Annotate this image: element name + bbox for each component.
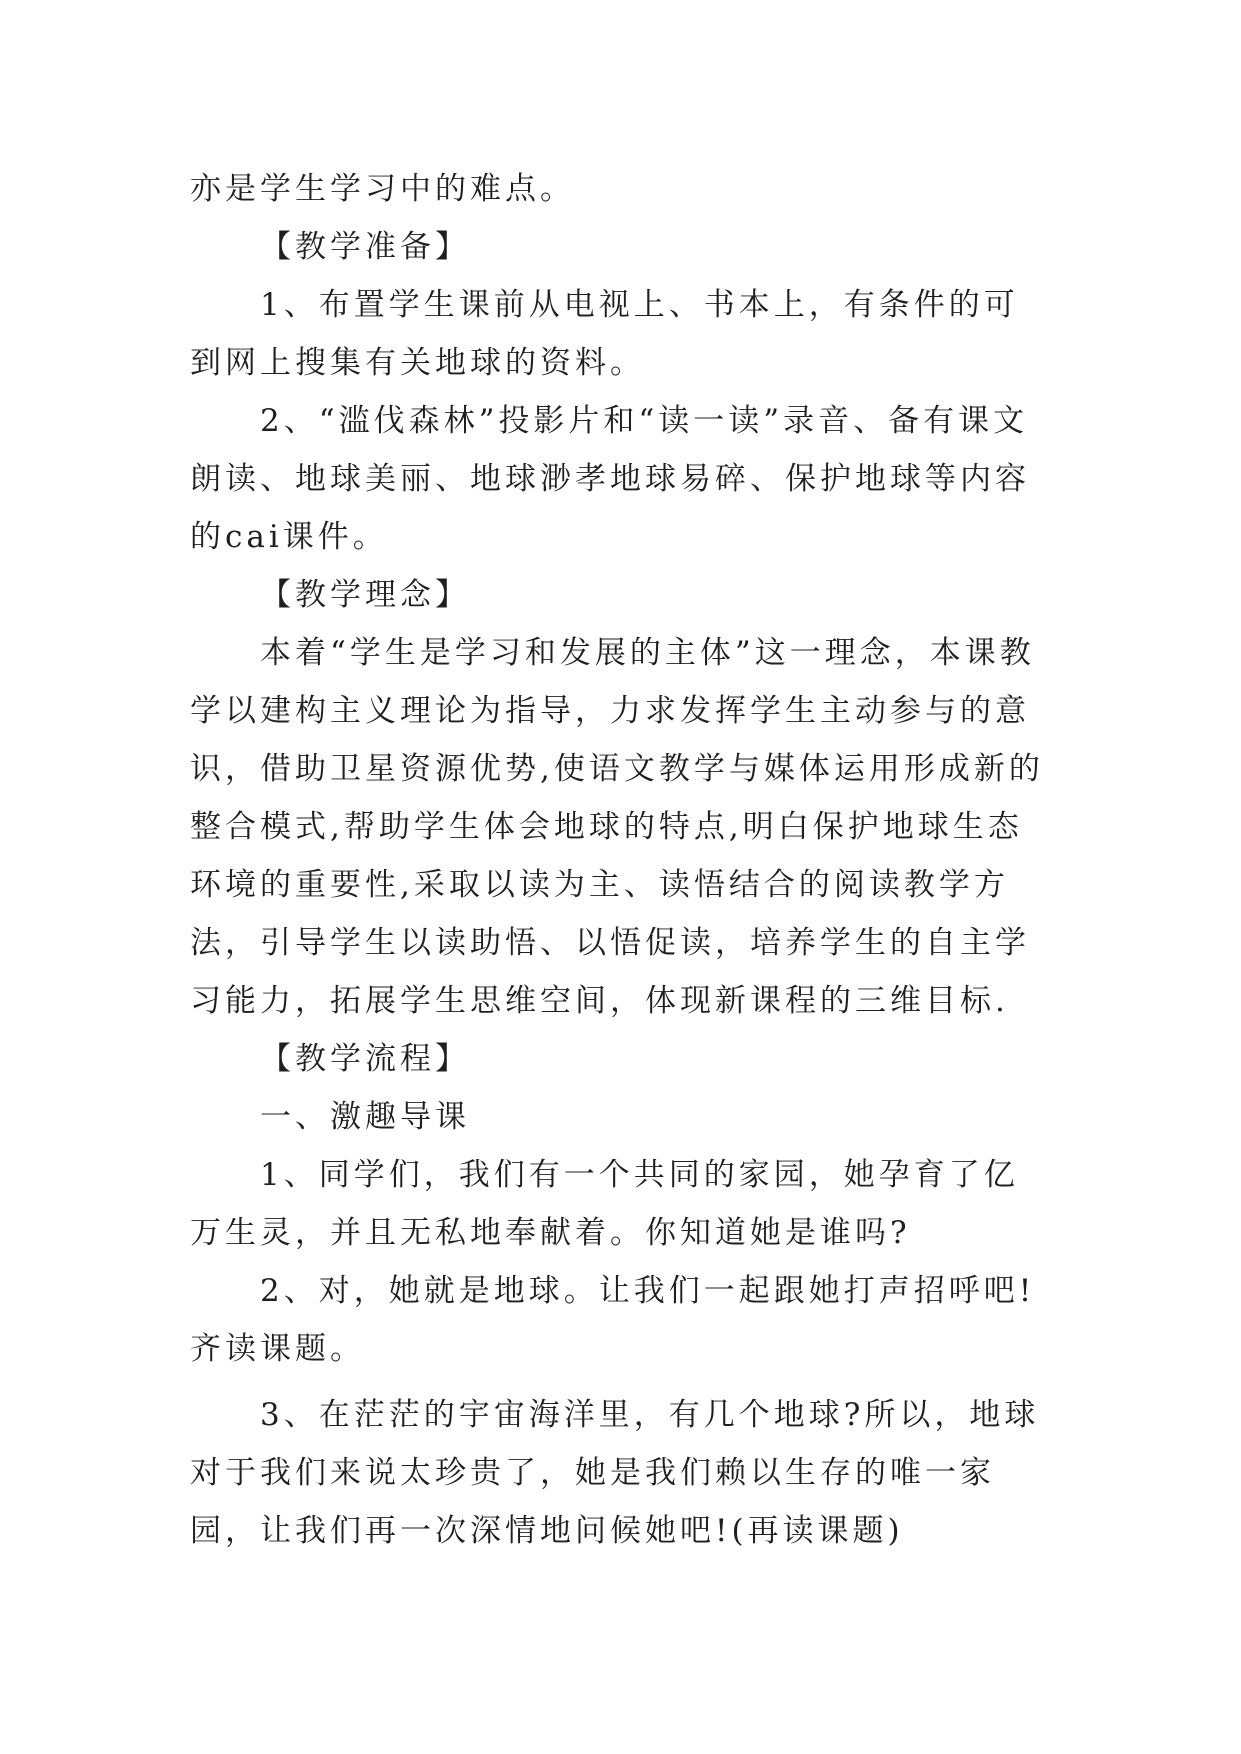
section-heading-preparation: 【教学准备】 <box>260 229 470 265</box>
document-body <box>190 160 1050 1560</box>
paragraph-process-3: 3、在茫茫的宇宙海洋里，有几个地球?所以，地球对于我们来说太珍贵了，她是我们赖以生存的唯一家园，让我们再一次深情地问候她吧!(再读课题) <box>190 1397 1040 1549</box>
section-heading-philosophy: 【教学理念】 <box>260 577 470 613</box>
paragraph-philosophy: 本着“学生是学习和发展的主体”这一理念，本课教学以建构主义理论为指导，力求发挥学生主动参与的意识，借助卫星资源优势,使语文教学与媒体运用形成新的整合模式,帮助学生体会地球的特点,明白保护地球生态环境的重要性,采取以读为主、读悟结合的阅读教学方法，引导学生以读助悟、以悟促读，培养学生的自主学习能力，拓展学生思维空间，体现新课程的三维目标. <box>190 635 1044 1019</box>
paragraph-process-1: 1、同学们，我们有一个共同的家园，她孕育了亿万生灵，并且无私地奉献着。你知道她是谁吗? <box>190 1157 1019 1251</box>
subsection-heading-intro: 一、激趣导课 <box>260 1099 470 1135</box>
paragraph-preparation-1: 1、布置学生课前从电视上、书本上，有条件的可到网上搜集有关地球的资料。 <box>190 287 1019 381</box>
paragraph-continuation: 亦是学生学习中的难点。 <box>190 171 575 207</box>
paragraph-process-2: 2、对，她就是地球。让我们一起跟她打声招呼吧!齐读课题。 <box>190 1273 1036 1367</box>
paragraph-preparation-2: 2、“滥伐森林”投影片和“读一读”录音、备有课文朗读、地球美丽、地球渺孝地球易碎、保护地球等内容的cai课件。 <box>190 403 1030 555</box>
section-heading-process: 【教学流程】 <box>260 1041 470 1077</box>
